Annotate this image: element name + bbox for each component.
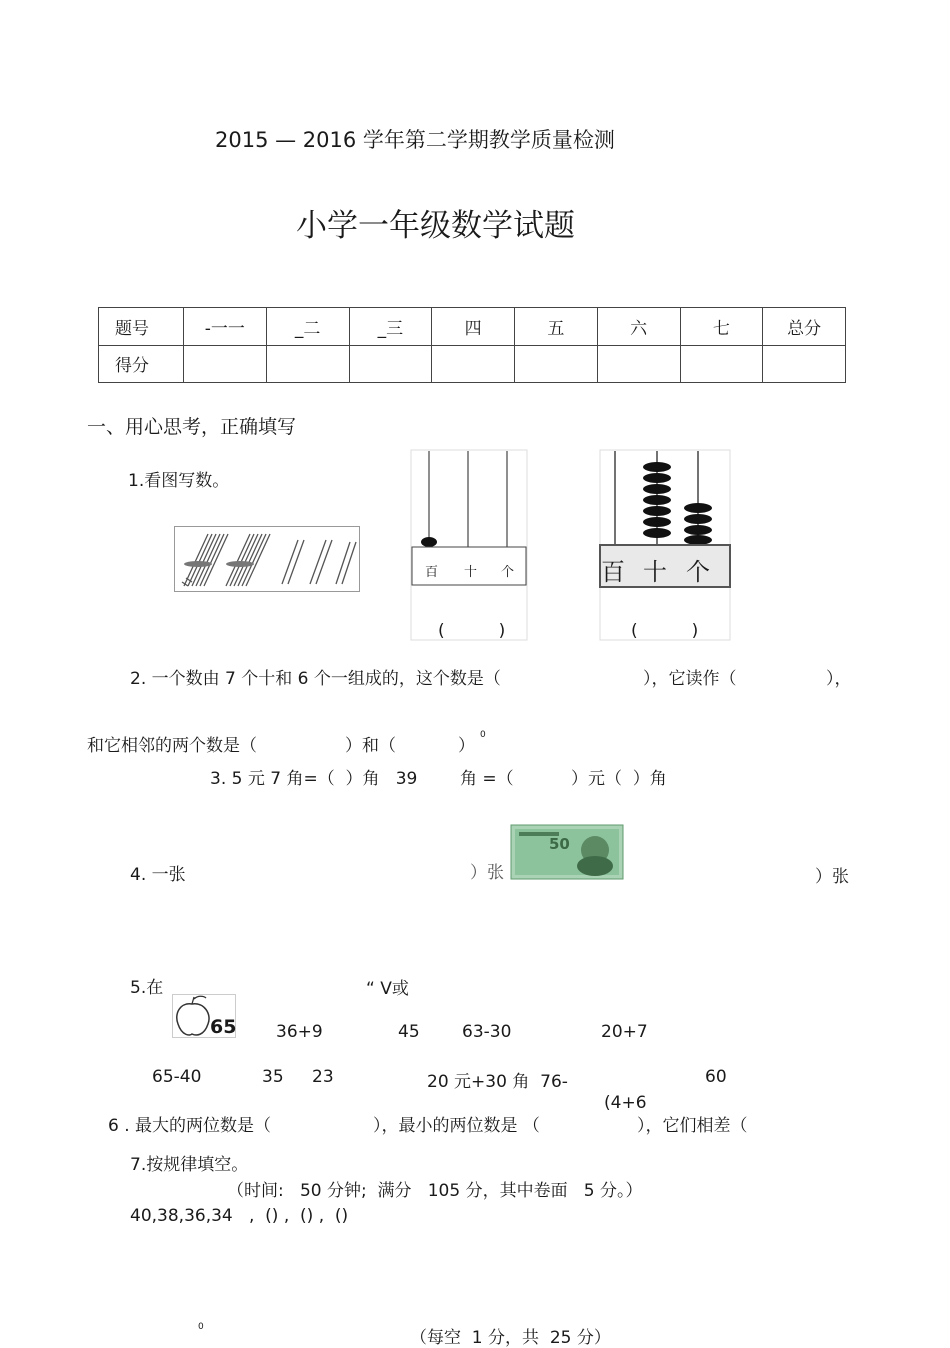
question-3-text: ）元（ ）角 [571,769,667,789]
table-cell: 得分 [99,345,184,383]
abacus-label-ones: 个 [501,565,515,580]
table-cell: _二 [266,308,349,346]
abacus-small [410,449,528,641]
abacus-small-answer[interactable]: ( ) [438,621,506,641]
score-cell[interactable] [597,345,680,383]
compare-item: 60 [705,1067,727,1087]
compare-item: 35 [262,1067,284,1087]
question-7-label: 7.按规律填空。 [130,1155,249,1175]
compare-item: 45 [398,1022,420,1042]
question-2-text: 和它相邻的两个数是（ [87,736,257,756]
table-cell: _三 [349,308,432,346]
table-cell: 六 [597,308,680,346]
compare-item: 23 [312,1067,334,1087]
question-2-text: ），它读作（ [643,669,737,689]
banknote-caption: ）张 [470,863,504,880]
abacus-label-hundreds: 百 [601,558,625,586]
score-table [98,307,846,383]
question-6-text: ），它们相差（ [637,1116,748,1136]
abacus-label-tens: 十 [464,565,478,580]
question-2-text: ）， [826,669,852,689]
question-5-label: 5.在 [130,978,164,998]
question-6-text: ），最小的两位数是 （ [373,1116,540,1136]
abacus-label-hundreds: 百 [425,565,439,580]
number-sequence: 40,38,36,34 , () , () , () [130,1206,349,1226]
stick-bundles-image [174,526,360,592]
score-cell[interactable] [515,345,598,383]
apple-icon [172,994,236,1038]
table-cell: 七 [680,308,763,346]
score-cell[interactable] [349,345,432,383]
abacus-large-answer[interactable]: ( ) [631,621,699,641]
question-6-text: 6 . 最大的两位数是（ [108,1116,272,1136]
compare-item: 36+9 [276,1022,323,1042]
table-cell: 题号 [99,308,184,346]
banknote-image [469,824,625,880]
score-table-score-row [99,345,846,383]
compare-item: (4+6 [604,1093,647,1113]
table-cell: -一一 [184,308,267,346]
question-2-text: 0 [480,730,486,740]
exam-time-note: （时间: 50 分钟; 满分 105 分，其中卷面 5 分。） [227,1181,643,1201]
score-cell[interactable] [266,345,349,383]
score-cell[interactable] [432,345,515,383]
question-2-text: 2. 一个数由 7 个十和 6 个一组成的，这个数是（ [130,669,501,689]
abacus-label-ones: 个 [686,558,710,586]
question-2-text: ） [458,736,475,756]
abacus-large [599,449,731,641]
question-3-text: 角 =（ [460,769,514,789]
question-4-label: 4. 一张 [130,865,186,885]
score-note: （每空 1 分，共 25 分） [410,1328,611,1348]
banknote-value: 50 [549,835,570,853]
table-cell: 五 [515,308,598,346]
compare-item: 20 元+30 角 76- [427,1072,568,1092]
question-1-label: 1.看图写数。 [128,471,230,491]
abacus-label-tens: 十 [643,558,667,586]
score-cell[interactable] [680,345,763,383]
question-5-mark: “ V或 [366,979,409,999]
compare-item: 65-40 [152,1067,202,1087]
question-4-text: ）张 [815,867,849,887]
compare-item: 63-30 [462,1022,512,1042]
compare-item: 20+7 [601,1022,648,1042]
page-title: 小学一年级数学试题 [296,208,575,244]
footer-dot: 0 [198,1322,204,1332]
score-table-header-row [99,308,846,346]
question-3-text: 3. 5 元 7 角=（ ）角 39 [210,769,418,789]
table-cell: 总分 [763,308,846,346]
table-cell: 四 [432,308,515,346]
apple-number: 65 [210,1016,236,1038]
score-cell[interactable] [184,345,267,383]
question-2-text: ）和（ [345,736,396,756]
section-heading: 一、用心思考，正确填写 [87,416,297,438]
exam-year-line: 2015 — 2016 学年第二学期教学质量检测 [215,128,615,152]
score-cell[interactable] [763,345,846,383]
